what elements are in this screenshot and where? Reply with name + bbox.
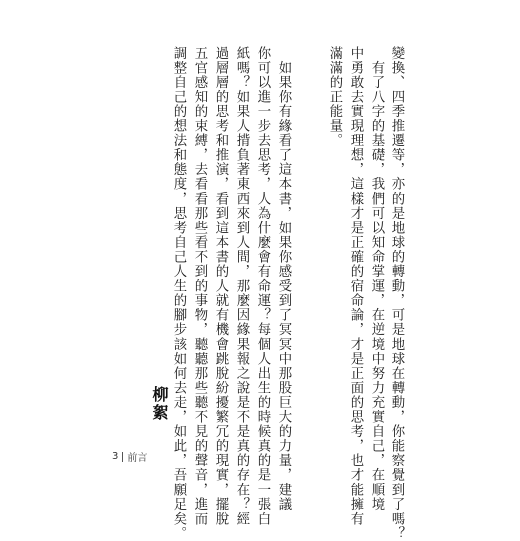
page-number: 3 <box>112 451 119 462</box>
text-column-5: 滿滿的正能量。 <box>327 46 342 148</box>
text-column-3: 有了八字的基礎，我們可以知命掌運，在逆境中努力充實自己，在順境 <box>369 46 384 512</box>
text-column-10: 過層層的思考和推演，看到這本書的人就有機會跳脫紛擾繁冗的現實，擺脫 <box>213 46 228 527</box>
text-column-7: 如果你有緣看了這本書，如果你感受到了冥冥中那股巨大的力量，建議 <box>276 46 291 512</box>
footer-divider <box>122 452 123 462</box>
text-column-8: 你可以進一步去思考，人為什麼會有命運？每個人出生的時候真的是一張白 <box>255 46 270 527</box>
text-column-1: 變換、四季推遷等，亦的是地球的轉動，可是地球在轉動，你能察覺到了嗎？ <box>389 46 404 541</box>
page-footer <box>112 449 147 464</box>
text-column-9: 紙嗎？如果人揹負著東西來到人間，那麼因緣果報之說是不是真的存在？經 <box>234 46 249 527</box>
section-title: 前言 <box>127 453 148 464</box>
text-column-11: 五官感知的束縛，去看看那些看不到的事物，聽聽那些聽不見的聲音，進而 <box>192 46 207 527</box>
text-column-12: 調整自己的想法和態度，思考自己人生的腳步該如何去走，如此，吾願足矣。 <box>171 46 186 541</box>
text-column-4: 中勇敢去實現理想，這樣才是正確的宿命論，才是正面的思考，也才能擁有 <box>348 46 363 527</box>
author-signature: 柳絮 <box>150 386 169 422</box>
